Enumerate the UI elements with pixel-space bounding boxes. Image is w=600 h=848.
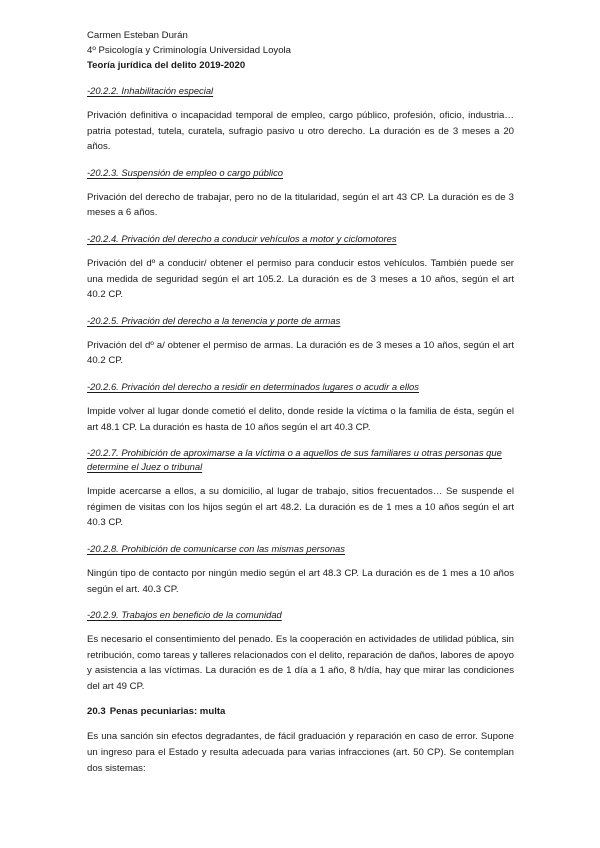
section-paragraph: Impide acercarse a ellos, a su domicilio, al lugar de trabajo, sitios frecuentados… Se suspende el régimen de visitas con los hijos según el art 48.2. La duración es de 1 mes a 10 años según el art 40.3 CP. [87, 486, 514, 529]
section-paragraph: Es necesario el consentimiento del penado. Es la cooperación en actividades de utilidad pública, sin retribución, como tareas y talleres relacionados con el delito, reparación de daños, labores de apoyo y asistencia a las víctimas. La duración es de 1 día a 1 año, 8 h/día, hay que mirar las condiciones del art 49 CP. [87, 634, 514, 692]
author-name: Carmen Esteban Durán [87, 30, 188, 41]
document-header [87, 0, 514, 73]
chapter-title: Penas pecuniarias: multa [109, 706, 226, 718]
section-paragraph: Ningún tipo de contacto por ningún medio según el art 48.3 CP. La duración es de 1 mes a 10 años según el art. 40.3 CP. [87, 567, 514, 595]
chapter-heading [87, 704, 514, 719]
section-heading: -20.2.5. Privación del derecho a la tenencia y porte de armas [87, 314, 341, 326]
chapter-number: 20.3 [87, 706, 106, 718]
section-heading: -20.2.2. Inhabilitación especial [87, 85, 214, 96]
section-heading: -20.2.6. Privación del derecho a residir en determinados lugares o acudir a ellos [87, 380, 419, 392]
section-paragraph: Privación del derecho de trabajar, pero no de la titularidad, según el art 43 CP. La duración es de 3 meses a 6 años. [87, 191, 514, 219]
course-name: 4º Psicología y Criminología Universidad Loyola [87, 45, 292, 56]
section-heading: -20.2.3. Suspensión de empleo o cargo público [87, 166, 283, 178]
section-paragraph: Privación definitiva o incapacidad temporal de empleo, cargo público, profesión, oficio, industria… patria potestad, tutela, curatela, sufragio pasivo u otro derecho. La duración es de 3 meses a 20 años. [87, 110, 514, 153]
section-heading: -20.2.8. Prohibición de comunicarse con las mismas personas [87, 542, 345, 554]
section-heading: -20.2.7. Prohibición de aproximarse a la víctima o a aquellos de sus familiares u otras personas que determine el Juez o tribunal [87, 447, 502, 473]
section-paragraph: Privación del dº a/ obtener el permiso de armas. La duración es de 3 meses a 10 años, según el art 40.2 CP. [87, 339, 514, 367]
chapter-paragraph: Es una sanción sin efectos degradantes, de fácil graduación y reparación en caso de error. Supone un ingreso para el Estado y resulta adecuada para varias infracciones (art. 50 CP). Se contemplan dos sistemas: [87, 731, 514, 774]
subject-title: Teoría jurídica del delito 2019-2020 [87, 60, 246, 71]
section-heading: -20.2.9. Trabajos en beneficio de la comunidad [87, 609, 282, 621]
section-paragraph: Impide volver al lugar donde cometió el delito, donde reside la víctima o la familia de ésta, según el art 48.1 CP. La duración es hasta de 10 años según el art 40.3 CP. [87, 405, 514, 433]
section-heading: -20.2.4. Privación del derecho a conducir vehículos a motor y ciclomotores [87, 232, 397, 244]
section-paragraph: Privación del dº a conducir/ obtener el permiso para conducir estos vehículos. También puede ser una medida de seguridad según el art 105.2. La duración es de 3 meses a 10 años, según el art 40.2 CP. [87, 257, 514, 301]
